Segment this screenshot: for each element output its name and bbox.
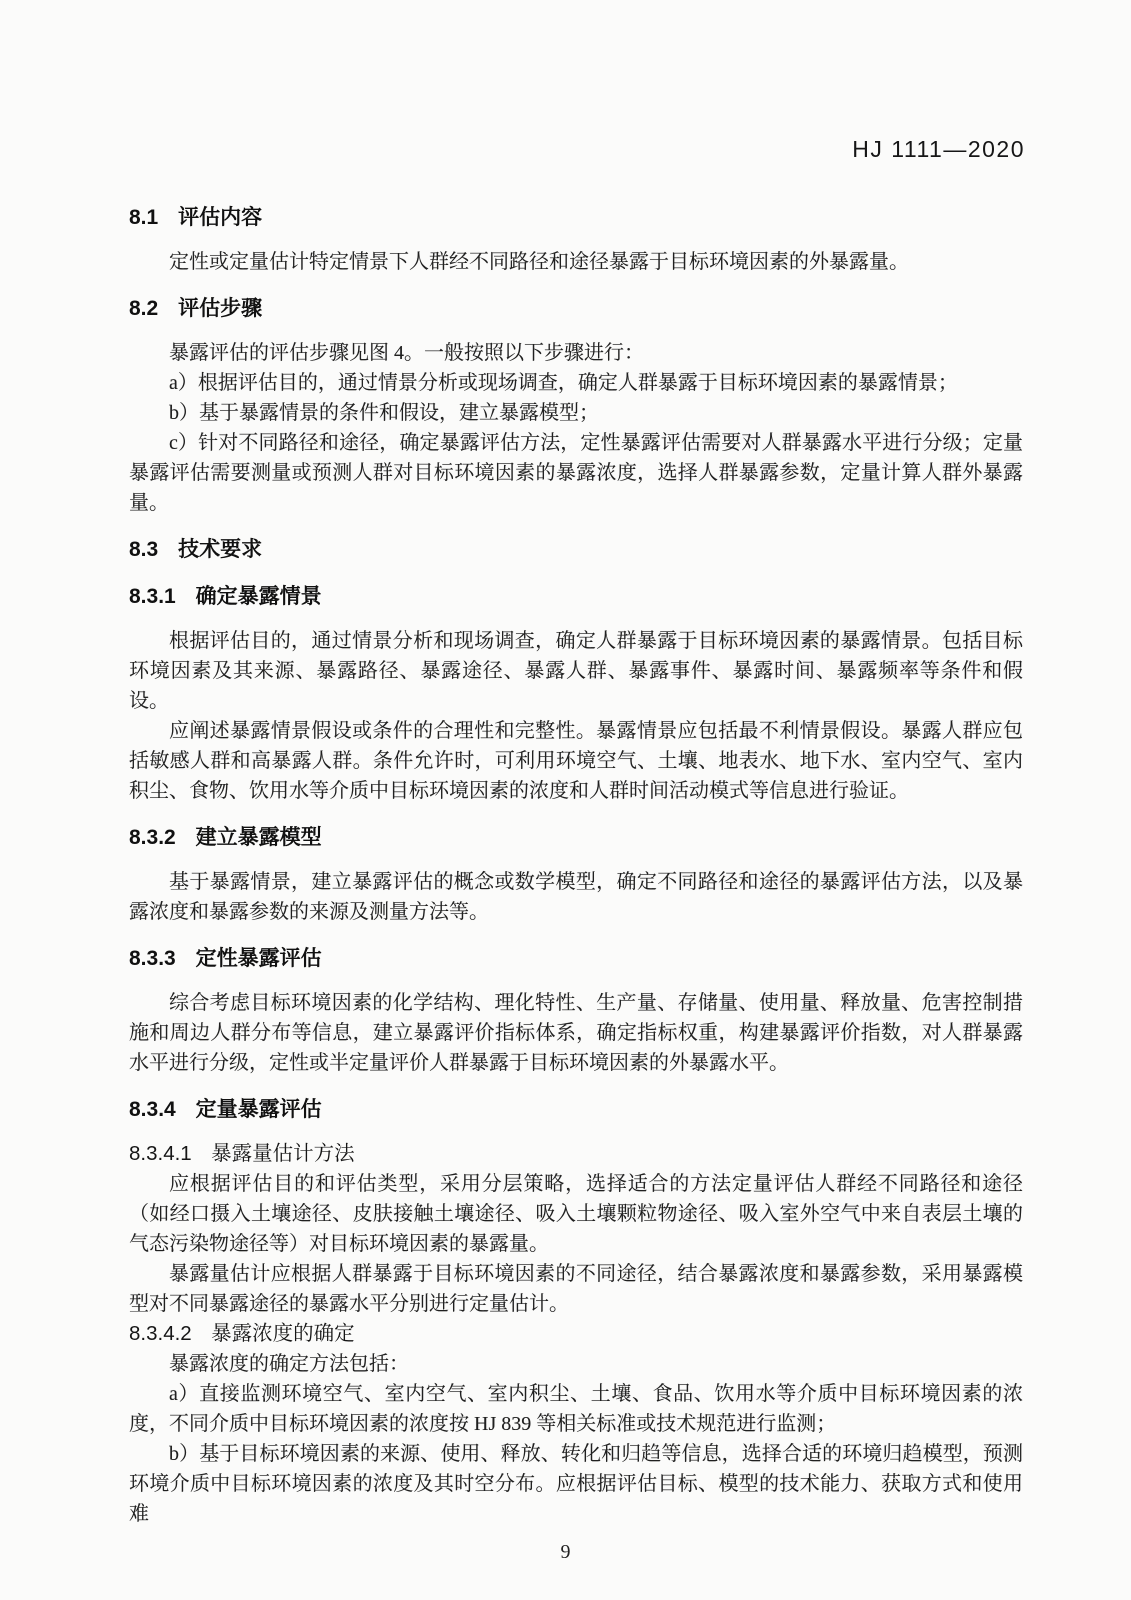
section-title: 定性暴露评估 [195,947,322,970]
section-title: 暴露浓度的确定 [211,1322,355,1345]
section-heading-8.3.2 [129,823,1023,853]
paragraph: 暴露评估的评估步骤见图 4。一般按照以下步骤进行： [169,342,644,364]
paragraph: 应阐述暴露情景假设或条件的合理性和完整性。暴露情景应包括最不利情景假设。暴露人群应包括敏感人群和高暴露人群。条件允许时，可利用环境空气、土壤、地表水、地下水、室内空气、室内积尘、食物、饮用水等介质中目标环境因素的浓度和人群时间活动模式等信息进行验证。 [129,720,1023,802]
section-number: 8.3.3 [129,947,176,970]
section-heading-8.1 [129,203,1023,233]
paragraph: 暴露浓度的确定方法包括： [169,1353,409,1375]
section-heading-8.3.3 [129,944,1023,974]
section-heading-8.3.4.1 [129,1139,1023,1169]
section-title: 评估内容 [178,206,263,229]
paragraph: 定性或定量估计特定情景下人群经不同路径和途径暴露于目标环境因素的外暴露量。 [169,251,909,273]
section-title: 技术要求 [178,538,263,561]
section-number: 8.3.4 [129,1098,176,1121]
section-number: 8.3.2 [129,826,176,849]
paragraph: 根据评估目的，通过情景分析和现场调查，确定人群暴露于目标环境因素的暴露情景。包括目标环境因素及其来源、暴露路径、暴露途径、暴露人群、暴露事件、暴露时间、暴露频率等条件和假设。 [129,630,1023,712]
section-number: 8.3.1 [129,585,176,608]
section-heading-8.3.1 [129,582,1023,612]
section-title: 定量暴露评估 [195,1098,322,1121]
standard-number-header: HJ 1111—2020 [852,136,1025,162]
section-number: 8.3.4.1 [129,1142,192,1165]
list-item-paragraph: b）基于暴露情景的条件和假设，建立暴露模型； [169,402,599,424]
section-number: 8.3 [129,538,159,561]
document-body [129,0,1023,1529]
section-number: 8.1 [129,206,159,229]
paragraph: 应根据评估目的和评估类型，采用分层策略，选择适合的方法定量评估人群经不同路径和途径（如经口摄入土壤途径、皮肤接触土壤途径、吸入土壤颗粒物途径、吸入室外空气中来自表层土壤的气态污染物途径等）对目标环境因素的暴露量。 [129,1173,1023,1255]
section-title: 确定暴露情景 [195,585,322,608]
page-number: 9 [560,1541,571,1563]
section-number: 8.2 [129,297,159,320]
paragraph: 综合考虑目标环境因素的化学结构、理化特性、生产量、存储量、使用量、释放量、危害控制措施和周边人群分布等信息，建立暴露评价指标体系，确定指标权重，构建暴露评价指数，对人群暴露水平进行分级，定性或半定量评价人群暴露于目标环境因素的外暴露水平。 [129,992,1023,1074]
list-item-paragraph: a）根据评估目的，通过情景分析或现场调查，确定人群暴露于目标环境因素的暴露情景； [169,372,958,394]
list-item-paragraph: a）直接监测环境空气、室内空气、室内积尘、土壤、食品、饮用水等介质中目标环境因素的浓度，不同介质中目标环境因素的浓度按 HJ 839 等相关标准或技术规范进行监测； [129,1383,1023,1435]
section-heading-8.3.4 [129,1095,1023,1125]
section-heading-8.3 [129,535,1023,565]
section-title: 暴露量估计方法 [211,1142,355,1165]
section-heading-8.2 [129,294,1023,324]
paragraph: 暴露量估计应根据人群暴露于目标环境因素的不同途径，结合暴露浓度和暴露参数，采用暴露模型对不同暴露途径的暴露水平分别进行定量估计。 [129,1263,1023,1315]
list-item-paragraph: c）针对不同路径和途径，确定暴露评估方法，定性暴露评估需要对人群暴露水平进行分级；定量暴露评估需要测量或预测人群对目标环境因素的暴露浓度，选择人群暴露参数，定量计算人群外暴露量。 [129,432,1023,514]
section-title: 建立暴露模型 [195,826,322,849]
paragraph: 基于暴露情景，建立暴露评估的概念或数学模型，确定不同路径和途径的暴露评估方法，以及暴露浓度和暴露参数的来源及测量方法等。 [129,871,1023,923]
section-title: 评估步骤 [178,297,263,320]
section-number: 8.3.4.2 [129,1322,192,1345]
section-heading-8.3.4.2 [129,1319,1023,1349]
list-item-paragraph: b）基于目标环境因素的来源、使用、释放、转化和归趋等信息，选择合适的环境归趋模型，预测环境介质中目标环境因素的浓度及其时空分布。应根据评估目标、模型的技术能力、获取方式和使用难 [129,1443,1023,1525]
